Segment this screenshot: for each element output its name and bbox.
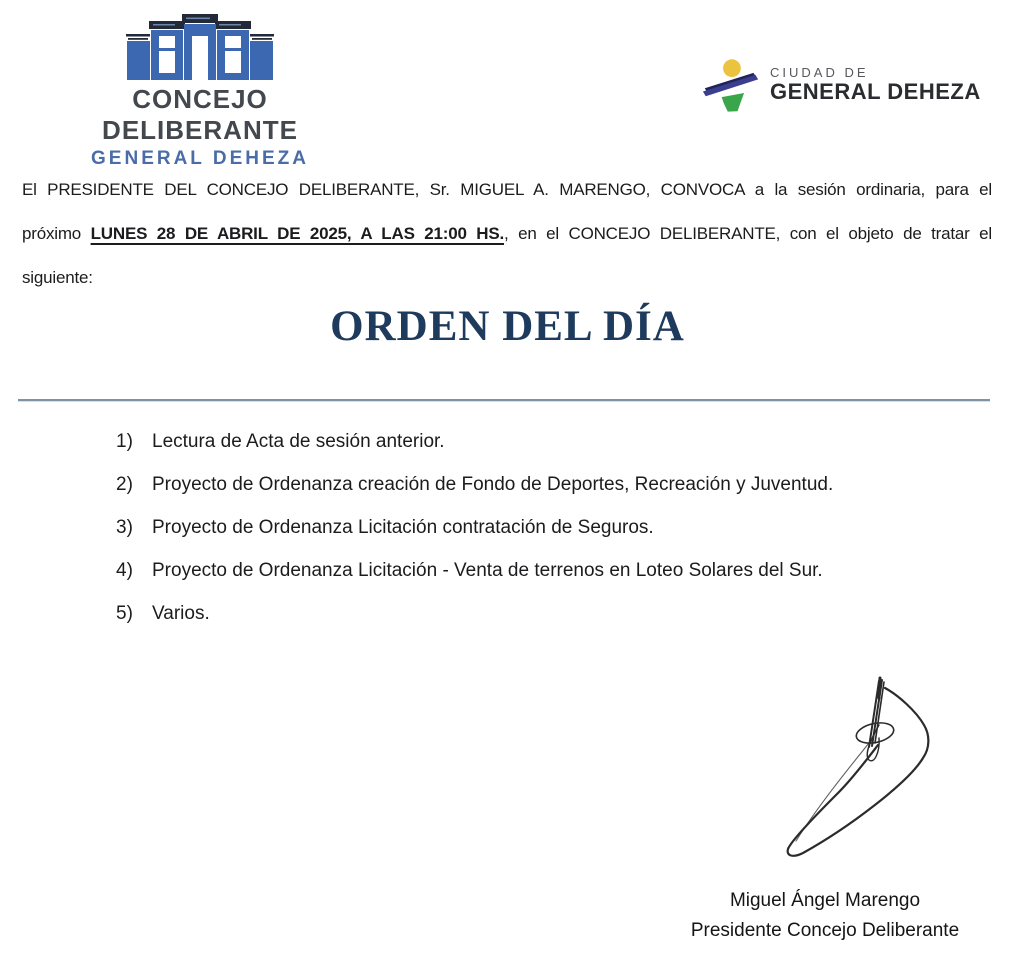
agenda-item-number: 3) [116, 517, 133, 538]
agenda-item-number: 5) [116, 603, 133, 624]
concejo-logo [40, 14, 360, 170]
signature-block [758, 663, 943, 868]
concejo-logo-subtitle: GENERAL DEHEZA [91, 148, 309, 169]
agenda-item-text: Proyecto de Ordenanza Licitación - Venta de terrenos en Loteo Solares del Sur. [152, 560, 823, 581]
convocation-line-3: siguiente: [22, 268, 93, 287]
page-title: ORDEN DEL DÍA [330, 303, 685, 350]
city-brand-icon [702, 56, 760, 114]
signer-title: Presidente Concejo Deliberante [690, 920, 960, 941]
title-divider [18, 399, 990, 401]
ciudad-logo [702, 56, 981, 114]
ciudad-logo-pretitle: CIUDAD DE [770, 64, 869, 80]
agenda-item [116, 603, 976, 625]
agenda-item-number: 1) [116, 431, 133, 452]
green-brush-icon [722, 93, 744, 112]
convocation-paragraph [22, 168, 992, 300]
agenda-item [116, 560, 976, 582]
agenda-list [116, 431, 976, 646]
agenda-item-text: Proyecto de Ordenanza creación de Fondo de Deportes, Recreación y Juventud. [152, 474, 834, 495]
building-facade-icon [120, 14, 280, 80]
convocation-line-2: próximo LUNES 28 DE ABRIL DE 2025, A LAS 21:00 HS., en el CONCEJO DELIBERANTE, con el objeto de tratar el [22, 224, 992, 243]
agenda-item [116, 517, 976, 539]
agenda-item-text: Lectura de Acta de sesión anterior. [152, 431, 445, 452]
ciudad-logo-title: GENERAL DEHEZA [770, 79, 981, 105]
signer-block [668, 886, 982, 946]
convocation-line-1: El PRESIDENTE DEL CONCEJO DELIBERANTE, Sr. MIGUEL A. MARENGO, CONVOCA a la sesión ordinaria, para el [22, 180, 992, 199]
session-date-highlight: LUNES 28 DE ABRIL DE 2025, A LAS 21:00 HS. [90, 224, 505, 243]
sun-icon [723, 59, 741, 77]
agenda-item-number: 2) [116, 474, 133, 495]
agenda-item-number: 4) [116, 560, 133, 581]
agenda-item-text: Varios. [152, 603, 210, 624]
concejo-logo-title: CONCEJO DELIBERANTE [102, 84, 298, 145]
agenda-item [116, 474, 976, 496]
brush-stroke-icon [703, 75, 758, 97]
agenda-item-text: Proyecto de Ordenanza Licitación contratación de Seguros. [152, 517, 654, 538]
signer-name: Miguel Ángel Marengo [729, 890, 921, 911]
agenda-item [116, 431, 976, 453]
signature-icon [758, 663, 943, 863]
